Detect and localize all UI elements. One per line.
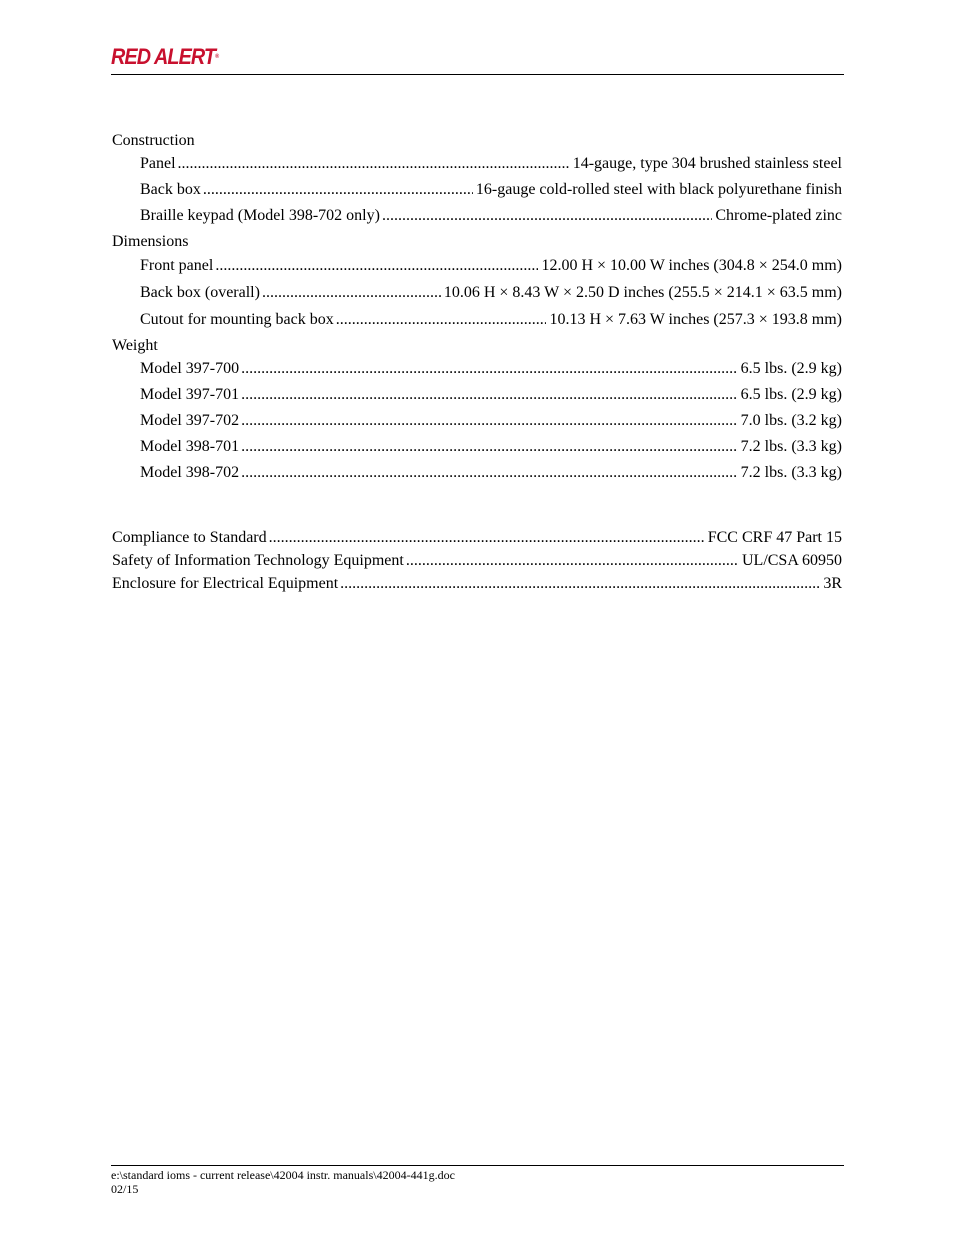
spec-label: Back box (overall) bbox=[140, 284, 260, 301]
logo-text: RED ALERT bbox=[111, 44, 216, 69]
spec-label: Back box bbox=[140, 181, 201, 198]
header-rule bbox=[111, 74, 844, 75]
spec-value: 6.5 lbs. (2.9 kg) bbox=[740, 386, 842, 403]
footer-rule bbox=[111, 1165, 844, 1166]
dot-leader bbox=[215, 255, 538, 277]
dot-leader bbox=[203, 179, 473, 201]
dot-leader bbox=[241, 410, 738, 432]
spec-value: FCC CRF 47 Part 15 bbox=[707, 529, 842, 546]
spec-value: 12.00 H × 10.00 W inches (304.8 × 254.0 mm) bbox=[541, 257, 842, 274]
spec-value: UL/CSA 60950 bbox=[741, 552, 842, 569]
spec-label: Safety of Information Technology Equipment bbox=[112, 552, 404, 569]
spec-row-model-397-702 bbox=[140, 410, 842, 432]
dot-leader bbox=[382, 205, 712, 227]
spec-row-enclosure bbox=[112, 573, 842, 595]
spec-label: Compliance to Standard bbox=[112, 529, 267, 546]
dot-leader bbox=[336, 309, 547, 331]
spec-label: Enclosure for Electrical Equipment bbox=[112, 575, 339, 592]
spec-row-model-397-700 bbox=[140, 358, 842, 380]
weight-heading: Weight bbox=[112, 337, 158, 354]
spec-row-braille-keypad bbox=[140, 205, 842, 227]
spec-row-panel bbox=[140, 153, 842, 175]
dot-leader bbox=[241, 384, 738, 406]
spec-value: 10.13 H × 7.63 W inches (257.3 × 193.8 mm) bbox=[549, 311, 842, 328]
spec-value: Chrome-plated zinc bbox=[715, 207, 842, 224]
spec-row-front-panel bbox=[140, 255, 842, 277]
dot-leader bbox=[241, 358, 738, 380]
spec-value: 14-gauge, type 304 brushed stainless steel bbox=[572, 155, 842, 172]
construction-heading: Construction bbox=[112, 132, 195, 149]
spec-label: Cutout for mounting back box bbox=[140, 311, 334, 328]
spec-label: Front panel bbox=[140, 257, 214, 274]
spec-value: 6.5 lbs. (2.9 kg) bbox=[740, 360, 842, 377]
red-alert-logo bbox=[111, 44, 219, 70]
dot-leader bbox=[340, 573, 820, 595]
spec-label: Model 398-702 bbox=[140, 464, 240, 481]
spec-row-back-box bbox=[140, 179, 842, 201]
footer-date: 02/15 bbox=[111, 1182, 139, 1196]
dot-leader bbox=[262, 282, 441, 304]
dot-leader bbox=[241, 436, 738, 458]
spec-label: Braille keypad (Model 398-702 only) bbox=[140, 207, 380, 224]
footer-file-path: e:\standard ioms - current release\42004 instr. manuals\42004-441g.doc bbox=[111, 1168, 455, 1182]
dot-leader bbox=[269, 527, 705, 549]
spec-label: Model 397-701 bbox=[140, 386, 240, 403]
spec-row-model-398-701 bbox=[140, 436, 842, 458]
spec-value: 3R bbox=[823, 575, 842, 592]
spec-value: 7.0 lbs. (3.2 kg) bbox=[740, 412, 842, 429]
spec-value: 16-gauge cold-rolled steel with black polyurethane finish bbox=[475, 181, 842, 198]
registered-mark: ® bbox=[215, 54, 220, 60]
spec-value: 7.2 lbs. (3.3 kg) bbox=[740, 464, 842, 481]
spec-row-model-397-701 bbox=[140, 384, 842, 406]
dot-leader bbox=[241, 462, 738, 484]
dot-leader bbox=[406, 550, 739, 572]
dimensions-heading: Dimensions bbox=[112, 233, 189, 250]
spec-row-back-box-overall bbox=[140, 282, 842, 304]
spec-value: 7.2 lbs. (3.3 kg) bbox=[740, 438, 842, 455]
spec-row-cutout bbox=[140, 309, 842, 331]
spec-label: Model 398-701 bbox=[140, 438, 240, 455]
spec-row-safety bbox=[112, 550, 842, 572]
spec-value: 10.06 H × 8.43 W × 2.50 D inches (255.5 × 214.1 × 63.5 mm) bbox=[443, 284, 842, 301]
spec-label: Model 397-700 bbox=[140, 360, 240, 377]
spec-row-model-398-702 bbox=[140, 462, 842, 484]
spec-row-compliance bbox=[112, 527, 842, 549]
dot-leader bbox=[178, 153, 570, 175]
spec-label: Model 397-702 bbox=[140, 412, 240, 429]
spec-label: Panel bbox=[140, 155, 176, 172]
